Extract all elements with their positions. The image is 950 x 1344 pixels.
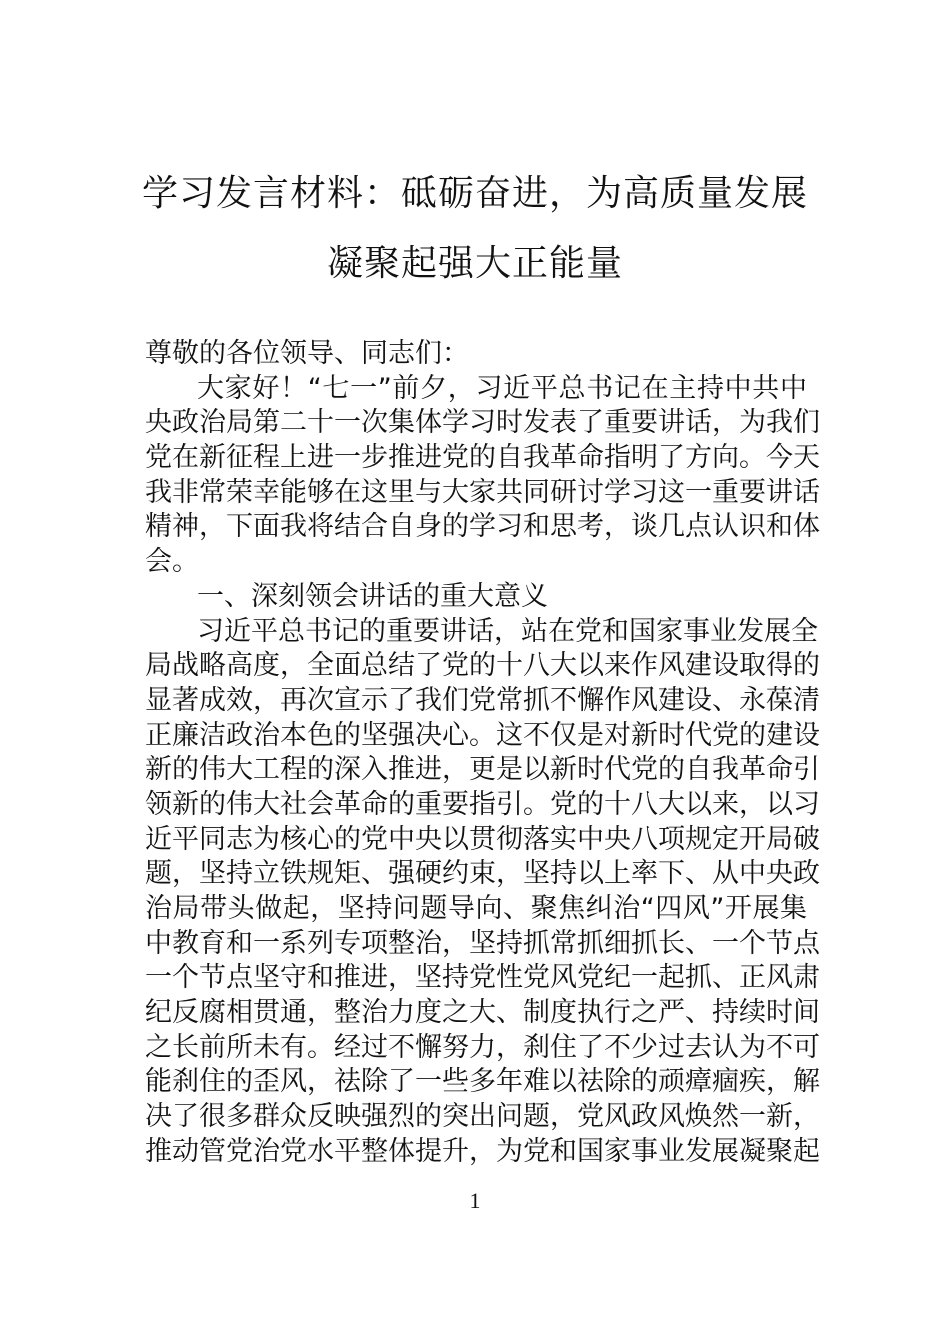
text-line: 题，坚持立铁规矩、强硬约束，坚持以上率下、从中央政 [145, 858, 820, 890]
text-line: 新的伟大工程的深入推进，更是以新时代党的自我革命引 [145, 754, 820, 786]
text-line: 一个节点坚守和推进，坚持党性党风党纪一起抓、正风肃 [145, 962, 820, 994]
text-line: 决了很多群众反映强烈的突出问题，党风政风焕然一新， [145, 1101, 820, 1133]
text-line: 能刹住的歪风，祛除了一些多年难以祛除的顽瘴痼疾，解 [145, 1066, 820, 1098]
text-line: 领新的伟大社会革命的重要指引。党的十八大以来，以习 [145, 788, 820, 820]
text-line: 近平同志为核心的党中央以贯彻落实中央八项规定开局破 [145, 823, 820, 855]
text-line: 精神，下面我将结合自身的学习和思考，谈几点认识和体 [145, 511, 820, 543]
text-line: 会。 [145, 546, 199, 578]
text-line: 纪反腐相贯通，整治力度之大、制度执行之严、持续时间 [145, 997, 820, 1029]
text-line: 大家好！“七一”前夕，习近平总书记在主持中共中 [197, 372, 807, 404]
text-line: 局战略高度，全面总结了党的十八大以来作风建设取得的 [145, 650, 820, 682]
document-title-line-2: 凝聚起强大正能量 [326, 243, 623, 284]
text-line: 显著成效，再次宣示了我们党常抓不懈作风建设、永葆清 [145, 684, 820, 716]
text-line: 治局带头做起，坚持问题导向、聚焦纠治“四风”开展集 [145, 893, 807, 924]
text-line: 尊敬的各位领导、同志们： [145, 338, 469, 369]
document-body [145, 337, 820, 1170]
text-line: 中教育和一系列专项整治，坚持抓常抓细抓长、一个节点 [145, 927, 820, 959]
text-line: 正廉洁政治本色的坚强决心。这不仅是对新时代党的建设 [145, 719, 820, 751]
text-line: 党在新征程上进一步推进党的自我革命指明了方向。今天 [145, 442, 820, 474]
document-title-line-1: 学习发言材料：砥砺奋进，为高质量发展 [141, 173, 808, 214]
text-line: 我非常荣幸能够在这里与大家共同研讨学习这一重要讲话 [145, 476, 820, 508]
text-line: 之长前所未有。经过不懈努力，刹住了不少过去认为不可 [145, 1031, 820, 1063]
text-line: 推动管党治党水平整体提升，为党和国家事业发展凝聚起 [145, 1135, 820, 1167]
text-line: 习近平总书记的重要讲话，站在党和国家事业发展全 [197, 615, 818, 647]
text-line: 一、深刻领会讲话的重大意义 [197, 580, 548, 612]
page-number: 1 [469, 1188, 481, 1213]
text-line: 央政治局第二十一次集体学习时发表了重要讲话，为我们 [145, 407, 820, 439]
